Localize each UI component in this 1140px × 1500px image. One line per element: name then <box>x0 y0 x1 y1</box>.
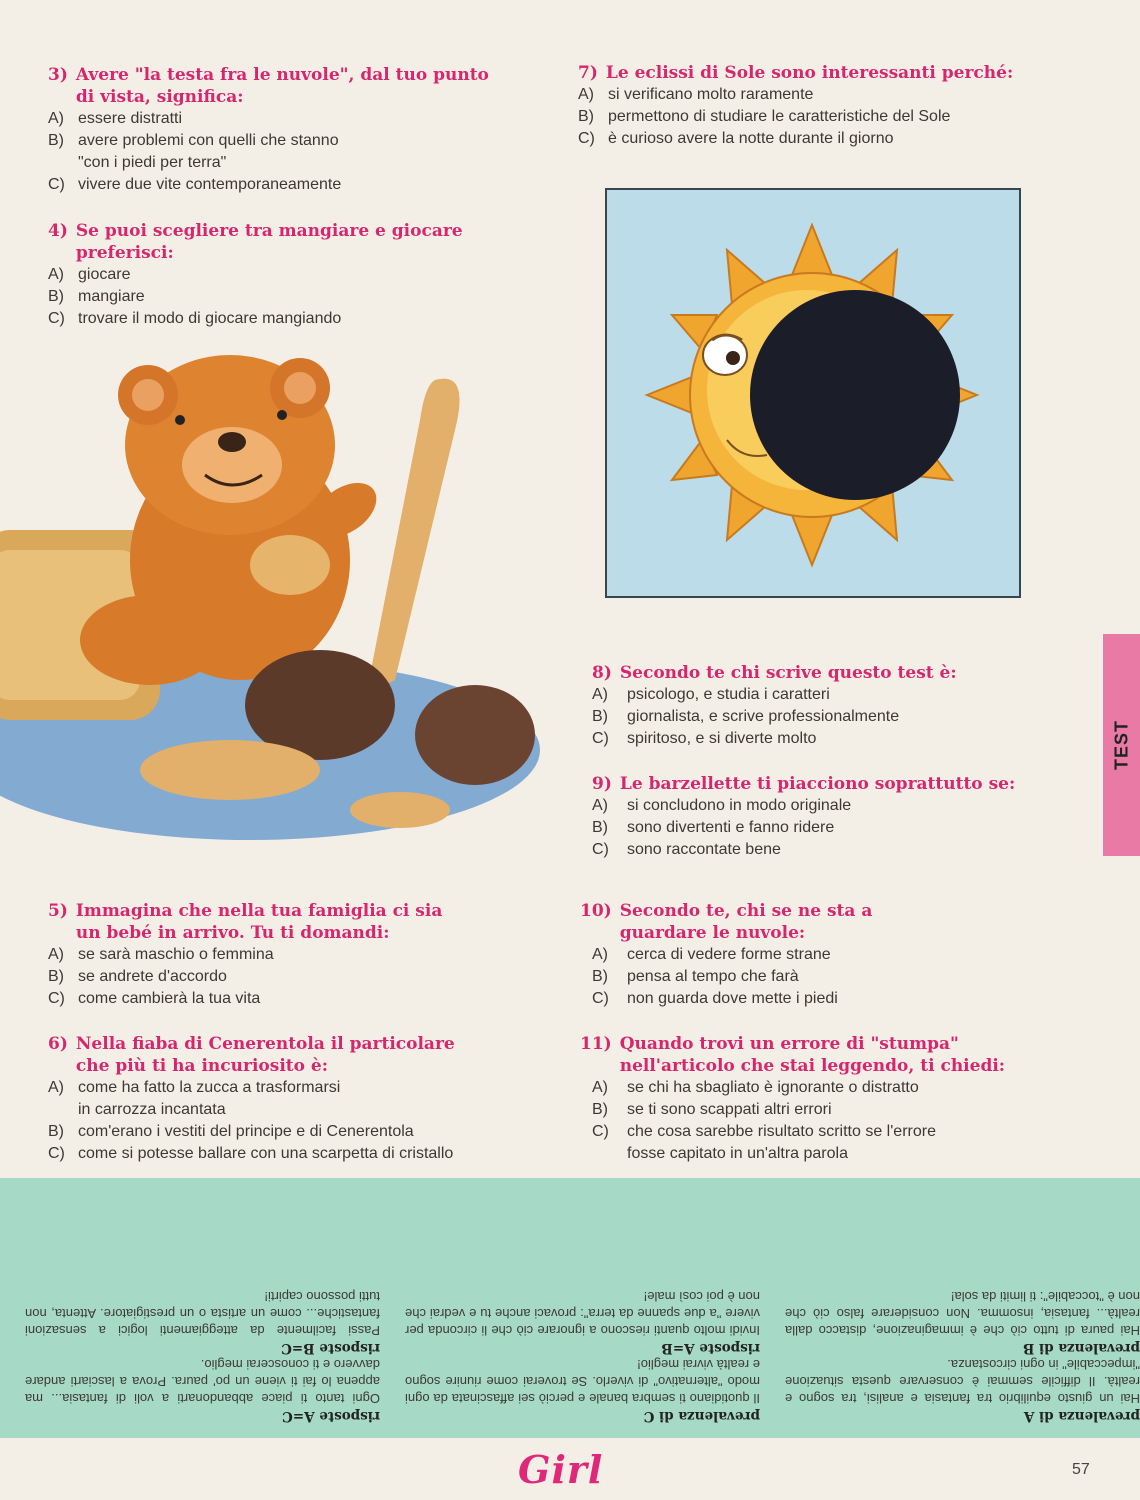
option-a[interactable]: A) cerca di vedere forme strane <box>592 946 831 963</box>
option-b[interactable]: B) giornalista, e scrive professionalmente <box>592 708 900 725</box>
option-c[interactable]: C) non guarda dove mette i piedi <box>592 990 838 1007</box>
answer-column-a <box>785 1288 1140 1424</box>
title-line: guardare le nuvole: <box>619 923 806 943</box>
option-a[interactable]: A) si concludono in modo originale <box>592 797 852 814</box>
option-b[interactable]: B) se ti sono scappati altri errori <box>592 1101 832 1118</box>
option-a[interactable]: A) se sarà maschio o femmina <box>48 946 274 963</box>
question-9 <box>592 773 1015 861</box>
option-c[interactable]: C) vivere due vite contemporaneamente <box>48 176 342 193</box>
option-a[interactable]: A) essere distratti <box>48 110 183 127</box>
option-c[interactable]: C) come si potesse ballare con una scarpetta di cristallo <box>48 1145 454 1162</box>
question-number: 7) <box>578 63 598 83</box>
title-line: Le eclissi di Sole sono interessanti perché: <box>605 63 1014 83</box>
question-7 <box>578 62 1013 150</box>
answer-heading: prevalenza di C <box>643 1408 760 1424</box>
question-number: 6) <box>48 1034 68 1054</box>
question-4 <box>48 220 463 330</box>
page-number: 57 <box>1072 1461 1090 1478</box>
answer-text: Il quotidiano ti sembra banale e perciò sei affascinata da ogni modo "alternativo" di viverlo. Se troverai come riunire sogno e realtà vivrai meglio! <box>405 1357 760 1406</box>
option-a[interactable]: A) si verificano molto raramente <box>578 86 814 103</box>
title-line: che più ti ha incuriosito è: <box>75 1056 328 1076</box>
option-a[interactable]: A) se chi ha sbagliato è ignorante o distratto <box>592 1079 919 1096</box>
question-title <box>48 1033 455 1077</box>
question-title <box>592 773 1015 795</box>
answer-heading: risposte B=C <box>281 1340 380 1356</box>
option-c[interactable]: C) spiritoso, e si diverte molto <box>592 730 817 747</box>
answers-band <box>0 1178 1140 1438</box>
question-3 <box>48 64 489 196</box>
answer-text: Passi facilmente da atteggiamenti logici a sensazioni fantastiche... come un artista o un prestigiatore. Attenta, non tutti possono capirti! <box>25 1289 380 1338</box>
option-a-continued: in carrozza incantata <box>78 1101 226 1118</box>
title-line: Secondo te, chi se ne sta a <box>619 901 873 921</box>
eclipse-illustration-frame <box>605 188 1021 598</box>
question-number: 5) <box>48 901 68 921</box>
question-title <box>48 220 463 264</box>
question-8 <box>592 662 957 750</box>
question-11 <box>580 1033 1005 1165</box>
title-line: Immagina che nella tua famiglia ci sia <box>75 901 443 921</box>
option-c-continued: fosse capitato in un'altra parola <box>627 1145 848 1162</box>
title-line: Quando trovi un errore di "stumpa" <box>619 1034 959 1054</box>
option-b[interactable]: B) permettono di studiare le caratteristiche del Sole <box>578 108 951 125</box>
option-c[interactable]: C) è curioso avere la notte durante il giorno <box>578 130 894 147</box>
answer-text: Ogni tanto ti piace abbandonarti a voli di fantasia... ma appena lo fai ti viene un po' paura. Prova a lasciarti andare davvero e ti conoscerai meglio. <box>25 1357 380 1406</box>
option-a[interactable]: A) psicologo, e studia i caratteri <box>592 686 830 703</box>
option-b[interactable]: B) pensa al tempo che farà <box>592 968 799 985</box>
answer-heading: prevalenza di B <box>1022 1340 1140 1356</box>
option-c[interactable]: C) che cosa sarebbe risultato scritto se l'errore <box>592 1123 936 1140</box>
title-line: Avere "la testa fra le nuvole", dal tuo punto <box>75 65 489 85</box>
question-title <box>48 64 489 108</box>
option-b-continued: "con i piedi per terra" <box>78 154 227 171</box>
question-number: 8) <box>592 663 612 683</box>
title-line: Le barzellette ti piacciono soprattutto se: <box>619 774 1016 794</box>
option-a[interactable]: A) giocare <box>48 266 131 283</box>
option-b[interactable]: B) se andrete d'accordo <box>48 968 227 985</box>
question-number: 11) <box>580 1034 612 1054</box>
answer-column-mixed <box>25 1288 380 1424</box>
title-line: Se puoi scegliere tra mangiare e giocare <box>75 221 463 241</box>
question-title <box>580 1033 1005 1077</box>
sun-eclipse-icon <box>607 190 1019 596</box>
title-line: Secondo te chi scrive questo test è: <box>619 663 957 683</box>
question-10 <box>580 900 872 1010</box>
title-line: Nella fiaba di Cenerentola il particolare <box>75 1034 455 1054</box>
question-number: 9) <box>592 774 612 794</box>
option-c[interactable]: C) trovare il modo di giocare mangiando <box>48 310 342 327</box>
question-title <box>580 900 872 944</box>
answer-text: Invidi molto quanti riescono a ignorare ciò che li circonda per vivere "a due spanne da terra": provaci anche tu e vedrai che non è poi così male! <box>405 1289 760 1338</box>
title-line: un bebé in arrivo. Tu ti domandi: <box>75 923 390 943</box>
question-6 <box>48 1033 455 1165</box>
option-c[interactable]: C) come cambierà la tua vita <box>48 990 261 1007</box>
title-line: di vista, significa: <box>75 87 244 107</box>
option-b[interactable]: B) avere problemi con quelli che stanno <box>48 132 339 149</box>
question-number: 4) <box>48 221 68 241</box>
magazine-logo: Girl <box>518 1447 604 1492</box>
question-5 <box>48 900 442 1010</box>
answer-heading: prevalenza di A <box>1023 1408 1140 1424</box>
answer-heading: risposte A=B <box>661 1340 760 1356</box>
question-number: 3) <box>48 65 68 85</box>
answer-text: Hai un giusto equilibrio tra fantasia e analisi, tra sogno e realtà. Il difficile semmai è conservare questa situazione "impeccabile" in ogni circostanza. <box>785 1357 1140 1406</box>
question-title <box>592 662 957 684</box>
option-b[interactable]: B) mangiare <box>48 288 145 305</box>
answer-text: Hai paura di tutto ciò che è immaginazione, distacco dalla realtà... fantasia, insomma. Non considerare falso ciò che non è "toccabile": ti limiti da sola! <box>785 1289 1140 1338</box>
answer-heading: risposte A=C <box>282 1408 380 1424</box>
question-title <box>48 900 442 944</box>
test-section-tab <box>1103 634 1140 856</box>
option-b[interactable]: B) com'erano i vestiti del principe e di Cenerentola <box>48 1123 414 1140</box>
question-number: 10) <box>580 901 612 921</box>
option-a[interactable]: A) come ha fatto la zucca a trasformarsi <box>48 1079 341 1096</box>
option-b[interactable]: B) sono divertenti e fanno ridere <box>592 819 835 836</box>
tab-label: TEST <box>1111 719 1131 771</box>
option-c[interactable]: C) sono raccontate bene <box>592 841 781 858</box>
teddy-bear-illustration <box>0 350 540 850</box>
title-line: preferisci: <box>75 243 174 263</box>
answers-upside-down <box>0 1178 1140 1438</box>
question-title <box>578 62 1013 84</box>
answer-column-c <box>405 1288 760 1424</box>
title-line: nell'articolo che stai leggendo, ti chiedi: <box>619 1056 1006 1076</box>
